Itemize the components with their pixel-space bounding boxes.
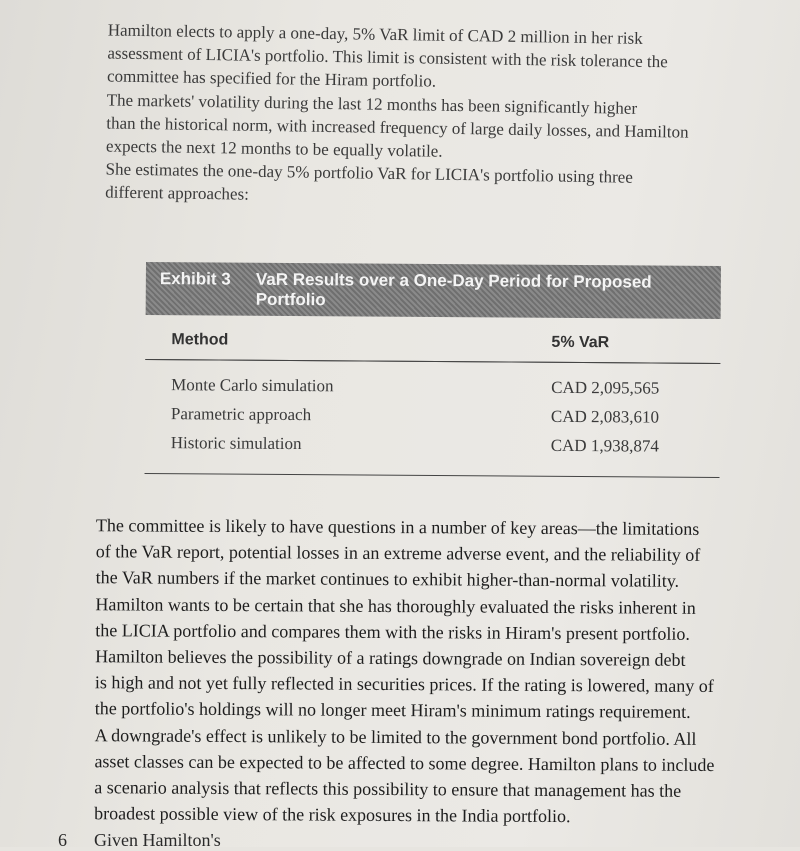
question-text: Given Hamilton's: [94, 830, 221, 850]
exhibit-number: Exhibit 3: [159, 269, 231, 289]
text-line: Hamilton wants to be certain that she has thoroughly evaluated the risks inherent in: [95, 593, 696, 618]
text-line: Hamilton elects to apply a one-day, 5% VaR limit of CAD 2 million in her risk: [107, 20, 643, 48]
intro-paragraph-3: [75, 157, 788, 215]
intro-paragraph-1: [77, 18, 790, 99]
table-row: [145, 428, 720, 461]
text-line: than the historical norm, with increased frequency of large daily losses, and Hamilton: [106, 113, 689, 142]
text-line: the LICIA portfolio and compares them with the risks in Hiram's present portfolio.: [95, 620, 690, 644]
question-line: [22, 830, 282, 851]
var-cell: CAD 2,083,610: [550, 406, 660, 427]
text-line: She estimates the one-day 5% portfolio VaR for LICIA's portfolio using three: [105, 159, 634, 187]
body-paragraphs: [60, 512, 790, 831]
body-paragraph-1: [61, 512, 790, 647]
method-cell: Parametric approach: [170, 403, 312, 424]
text-line: asset classes can be expected to be affected to some degree. Hamilton plans to include: [94, 751, 715, 775]
text-line: the portfolio's holdings will no longer meet Hiram's minimum ratings requirement.: [94, 698, 691, 723]
intro-paragraphs: [75, 18, 790, 215]
table-header-row: [145, 327, 720, 364]
text-line: is high and not yet fully reflected in securities prices. If the rating is lowered, many of: [94, 672, 714, 697]
intro-paragraph-2: [76, 88, 789, 169]
text-line: Hamilton believes the possibility of a ratings downgrade on Indian sovereign debt: [95, 646, 686, 670]
body-paragraph-2: [60, 643, 789, 831]
text-line: The markets' volatility during the last 12 months has been significantly higher: [106, 90, 638, 118]
column-header-method: Method: [145, 327, 511, 362]
table-row: [145, 399, 720, 432]
exhibit-header: [146, 262, 721, 319]
text-line: assessment of LICIA's portfolio. This limit is consistent with the risk tolerance the: [107, 43, 668, 72]
var-cell: CAD 2,095,565: [551, 377, 660, 398]
table-row: [145, 359, 720, 403]
text-line: broadest possible view of the risk exposures in the India portfolio.: [94, 803, 571, 827]
text-line: The committee is likely to have questions in a number of key areas—the limitations: [95, 515, 700, 539]
exhibit-bottom-rule: [145, 473, 720, 478]
text-line: expects the next 12 months to be equally volatile.: [105, 136, 443, 161]
text-line: different approaches:: [105, 182, 250, 205]
column-header-var: 5% VaR: [511, 330, 720, 364]
var-cell: CAD 1,938,874: [550, 435, 659, 456]
exhibit-3: [145, 262, 721, 478]
text-line: committee has specified for the Hiram portfolio.: [106, 66, 437, 92]
text-line: the VaR numbers if the market continues to exhibit higher-than-normal volatility.: [95, 567, 680, 592]
text-line: a scenario analysis that reflects this possibility to ensure that management has the: [94, 777, 682, 801]
var-results-table: [145, 327, 721, 461]
question-number: 6: [58, 830, 67, 850]
text-line: of the VaR report, potential losses in an extreme adverse event, and the reliability of: [95, 541, 701, 566]
method-cell: Monte Carlo simulation: [171, 374, 334, 395]
text-line: A downgrade's effect is unlikely to be limited to the government bond portfolio. All: [94, 724, 697, 749]
exhibit-title: VaR Results over a One-Day Period for Proposed Portfolio: [255, 269, 652, 310]
method-cell: Historic simulation: [170, 432, 302, 453]
